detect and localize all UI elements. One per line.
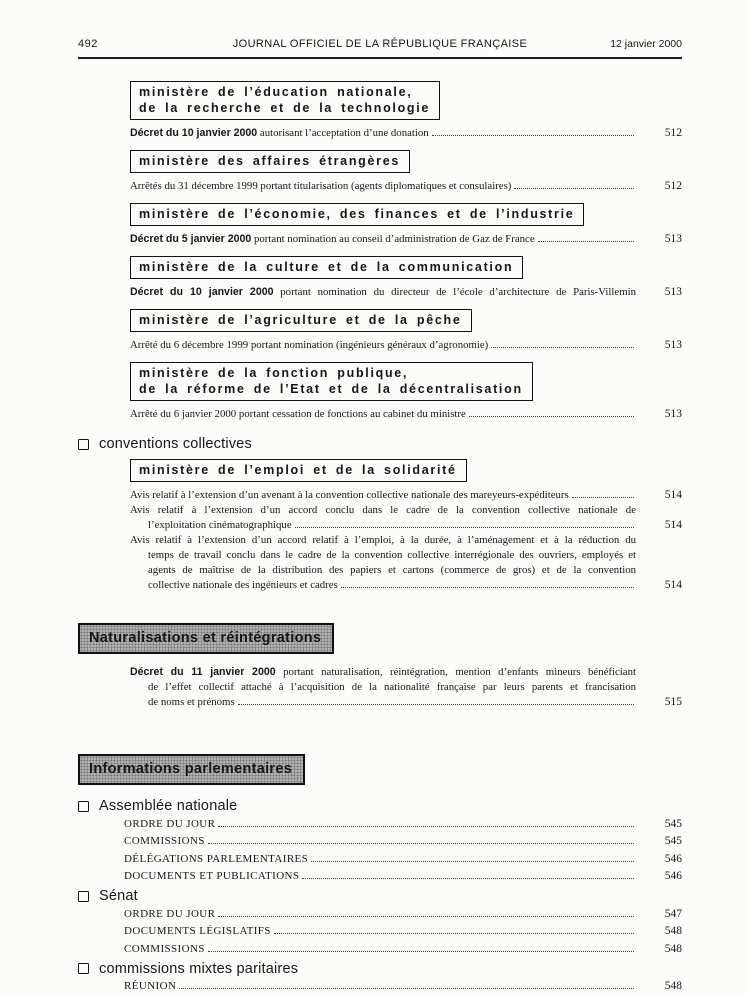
- ministry-box-line: ministère de l’emploi et de la solidarité: [139, 463, 457, 477]
- toc-entry: [130, 407, 682, 422]
- entry-text: Arrêté du 6 janvier 2000 portant cessation de fonctions au cabinet du ministre: [130, 408, 466, 420]
- ministry-box-line: ministère de la fonction publique,: [139, 366, 409, 380]
- index-label: DÉLÉGATIONS PARLEMENTAIRES: [124, 852, 309, 865]
- page-number: 512: [664, 180, 682, 192]
- ministry-box-emploi: [130, 459, 467, 482]
- page-number: 545: [664, 817, 682, 830]
- entry-text: [130, 126, 429, 141]
- index-row: [124, 817, 682, 832]
- index-label: COMMISSIONS: [124, 942, 205, 955]
- section-banner-informations-parlementaires: [78, 754, 305, 785]
- dot-leader: [274, 933, 634, 934]
- index-row: [124, 852, 682, 867]
- ministry-box-line: ministère de la culture et de la communication: [139, 260, 514, 274]
- entry-text-rest: portant naturalisation, réintégration, mention d’enfants mineurs bénéficiant: [275, 666, 636, 678]
- entry-text: collective nationale des ingénieurs et cadres: [148, 579, 338, 591]
- entry-text-rest: portant nomination du directeur de l’école d’architecture de Paris-Villemin: [273, 286, 636, 298]
- ministry-box-line: de la recherche et de la technologie: [139, 101, 431, 115]
- toc-entry: [130, 179, 682, 194]
- toc-entry: [130, 665, 682, 710]
- page-number: 547: [664, 907, 682, 920]
- subsection-heading-label: commissions mixtes paritaires: [99, 960, 299, 977]
- toc-entry: [130, 285, 682, 300]
- entry-lead: Décret du 10 janvier 2000: [130, 286, 274, 298]
- dot-leader: [208, 843, 634, 844]
- toc-entry: [130, 338, 682, 353]
- toc-entry: [130, 126, 682, 141]
- subsection-heading-senat: [78, 888, 682, 904]
- ministry-box-economie: [130, 203, 584, 226]
- page-number: 548: [664, 925, 682, 937]
- entry-text: de noms et prénoms: [148, 696, 235, 708]
- page-number: 513: [664, 339, 682, 351]
- dot-leader: [179, 988, 634, 989]
- dot-leader: [311, 861, 634, 862]
- dot-leader: [491, 347, 634, 348]
- dot-leader: [218, 916, 634, 917]
- entry-text: Arrêtés du 31 décembre 1999 portant titularisation (agents diplomatiques et consulaires): [130, 180, 512, 192]
- ministry-box-fonction-publique: [130, 362, 533, 401]
- index-row: [124, 942, 682, 957]
- page-number: 514: [664, 579, 682, 591]
- subsection-heading-commissions-mixtes: [78, 961, 682, 977]
- entry-lead: Décret du 5 janvier 2000: [130, 233, 252, 245]
- page-number: 548: [664, 980, 682, 992]
- index-label: COMMISSIONS: [124, 835, 205, 847]
- dot-leader: [295, 527, 634, 528]
- square-bullet-icon: [78, 891, 89, 902]
- dot-leader: [538, 241, 634, 242]
- dot-leader: [238, 704, 634, 705]
- toc-entry: [130, 533, 682, 593]
- header-rule: [78, 57, 682, 59]
- page-number: 513: [664, 286, 682, 298]
- ministry-box-line: ministère de l’agriculture et de la pêche: [139, 313, 462, 327]
- dot-leader: [514, 188, 634, 189]
- page-number: 514: [664, 489, 682, 501]
- entry-text: temps de travail conclu dans le cadre de la convention collective interrégionale des ouvriers, employés et: [148, 549, 636, 561]
- ministry-box-line: ministère de l’éducation nationale,: [139, 85, 413, 99]
- index-row: [124, 924, 682, 939]
- index-row: [124, 979, 682, 994]
- entry-text-rest: portant nomination au conseil d’administration de Gaz de France: [251, 233, 535, 245]
- index-row: [124, 834, 682, 849]
- page-number: 513: [664, 233, 682, 245]
- ministry-box-education: [130, 81, 440, 120]
- subsection-heading-label: Assemblée nationale: [99, 798, 238, 814]
- toc-entry: [130, 232, 682, 247]
- subsection-heading-conventions: [78, 436, 682, 452]
- section-banner-label: Informations parlementaires: [89, 761, 293, 777]
- dot-leader: [572, 497, 634, 498]
- entry-text: Avis relatif à l’extension d’un accord conclu dans le cadre de la convention collective nationale de: [130, 504, 636, 516]
- square-bullet-icon: [78, 439, 89, 450]
- page-number: 546: [664, 870, 682, 882]
- page-number: 513: [664, 408, 682, 420]
- index-row: [124, 907, 682, 922]
- entry-text: Arrêté du 6 décembre 1999 portant nomination (ingénieurs généraux d’agronomie): [130, 339, 489, 351]
- ministry-box-affaires-etrangeres: [130, 150, 410, 173]
- section-banner-naturalisations: [78, 623, 334, 654]
- subsection-heading-label: Sénat: [99, 888, 138, 904]
- page-number: 548: [664, 942, 682, 955]
- index-label: RÉUNION: [124, 980, 177, 992]
- index-label: DOCUMENTS ET PUBLICATIONS: [124, 870, 300, 882]
- entry-lead: Décret du 11 janvier 2000: [130, 666, 276, 678]
- ministry-box-line: ministère de l’économie, des finances et de l’industrie: [139, 207, 575, 221]
- dot-leader: [218, 826, 634, 827]
- square-bullet-icon: [78, 801, 89, 812]
- page-header: [78, 38, 682, 50]
- subsection-heading-assemblee-nationale: [78, 798, 682, 814]
- dot-leader: [469, 416, 634, 417]
- dot-leader: [432, 135, 634, 136]
- square-bullet-icon: [78, 963, 89, 974]
- issue-date: 12 janvier 2000: [610, 38, 682, 50]
- index-label: ORDRE DU JOUR: [124, 907, 216, 920]
- entry-text: Avis relatif à l’extension d’un accord relatif à l’emploi, à la durée, à l’aménagement et à la réduction du: [130, 534, 636, 546]
- ministry-box-culture: [130, 256, 523, 279]
- page-number-left: 492: [78, 38, 98, 50]
- page-number: 546: [664, 852, 682, 865]
- dot-leader: [302, 878, 634, 879]
- dot-leader: [341, 587, 634, 588]
- entry-text: l’exploitation cinématographique: [148, 519, 292, 531]
- subsection-heading-label: conventions collectives: [99, 436, 252, 452]
- entry-text: agents de maîtrise de la distribution des papiers et cartons (commerce de gros) et de la convention: [148, 564, 636, 576]
- entry-text: de l’effet collectif attaché à l’acquisition de la nationalité française par leurs parents et francisation: [148, 681, 636, 693]
- index-row: [124, 869, 682, 884]
- page-number: 515: [664, 696, 682, 708]
- index-label: ORDRE DU JOUR: [124, 817, 216, 830]
- journal-title: JOURNAL OFFICIEL DE LA RÉPUBLIQUE FRANÇAISE: [232, 38, 528, 50]
- entry-text-rest: autorisant l’acceptation d’une donation: [257, 127, 429, 139]
- index-label: DOCUMENTS LÉGISLATIFS: [124, 925, 271, 937]
- toc-entry: [130, 503, 682, 533]
- entry-text: Avis relatif à l’extension d’un avenant à la convention collective nationale des mareyeurs-expéditeurs: [130, 489, 569, 501]
- section-banner-label: Naturalisations et réintégrations: [89, 630, 322, 646]
- ministry-box-line: de la réforme de l’Etat et de la décentralisation: [139, 382, 523, 396]
- dot-leader: [208, 951, 634, 952]
- entry-text: [130, 232, 535, 247]
- entry-lead: Décret du 10 janvier 2000: [130, 127, 258, 139]
- ministry-box-line: ministère des affaires étrangères: [139, 154, 401, 168]
- toc-entry: [130, 488, 682, 503]
- ministry-box-agriculture: [130, 309, 472, 332]
- page-number: 545: [664, 835, 682, 847]
- page-number: 512: [664, 127, 682, 139]
- page-number: 514: [664, 519, 682, 531]
